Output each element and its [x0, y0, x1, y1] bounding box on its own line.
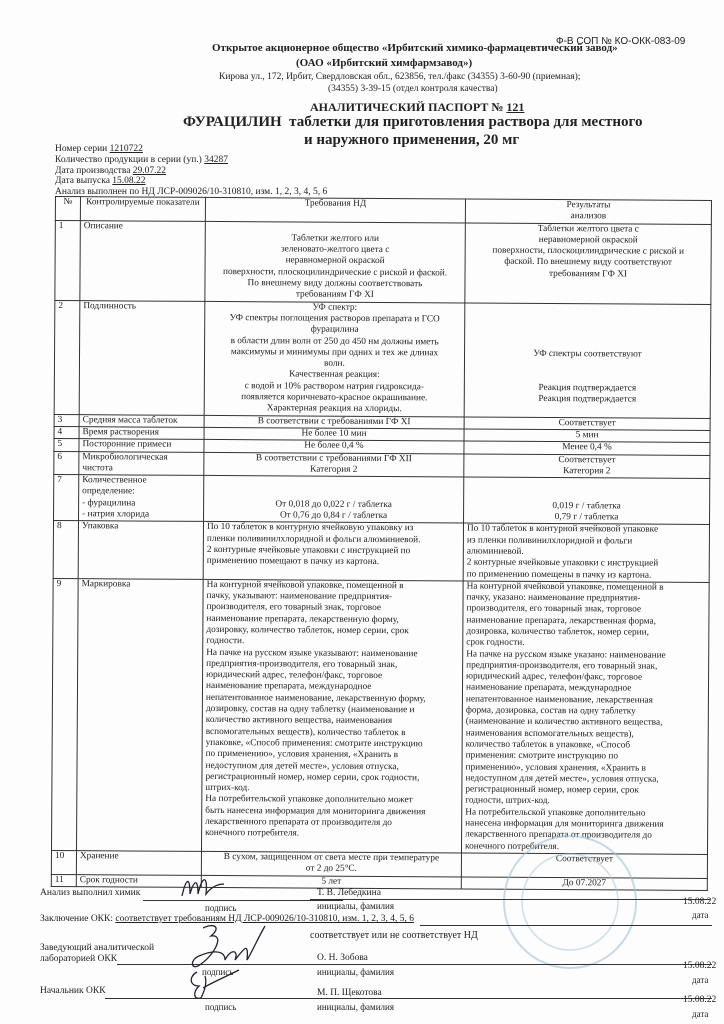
row-number: 2	[54, 300, 80, 414]
company-address: Кирова ул., 172, Ирбит, Свердловская обл., 623856, тел./факс (34355) 3-60-90 (приемная);	[219, 72, 581, 82]
passport-number: 121	[506, 100, 525, 114]
row-indicator: Посторонние примеси	[79, 439, 204, 452]
row-indicator: Количественное определение: - фурацилина - натрия хлорида	[79, 475, 204, 522]
row-requirement: Не более 10 мин	[204, 427, 464, 441]
signature-caption: подпись	[205, 1002, 237, 1012]
row-requirement: От 0,018 до 0,022 г / таблетка От 0,76 до 0,84 г / таблетка	[204, 476, 464, 524]
prod-date-value: 29.07.22	[132, 165, 167, 176]
row-result: УФ спектры соответствуют Реакция подтверждается Реакция подтверждается	[464, 303, 711, 418]
analysis-reference: Анализ выполнен по НД ЛСР-009026/10-310810, изм. 1, 2, 3, 4, 5, 6	[55, 187, 328, 198]
row-requirement: По 10 таблеток в контурную ячейковую упаковку из пленки поливинилхлоридной и фольги алюминиевой. 2 контурные ячейковые упаковки с инструкцией по применению помещают в пачку из картона.	[203, 522, 463, 581]
row-indicator: Микробиологическая чистота	[79, 451, 204, 475]
head-lab-label	[40, 943, 154, 965]
chemist-name: Т. В. Лебедкина	[317, 888, 381, 898]
company-short-name: (ОАО «Ирбитский химфармзавод»)	[296, 57, 473, 69]
row-requirement: В сухом, защищенном от света месте при температуре от 2 до 25°C.	[201, 851, 461, 876]
qty-line	[55, 155, 327, 166]
row-requirement: На контурной ячейковой упаковке, помещенной в пачку, указывают: наименование предприятия- производителя, его товарный знак, торговое наименование препарата, лекарственную форму, дозировку, количество таблеток, номер серии, срок годности. На пачке на русском языке указывают: наименование предприятия-производителя, его товарный знак, юридический адрес, телефон/факс, торговое наименование препарата, международное непатентованное наименование, лекарственную форму, дозировку, состав на одну таблетку (наименование и количество активного вещества, наименования вспомогательных веществ), количество таблеток в упаковке, «Способ применения: смотрите инструкцию по применению», условия хранения, «Хранить в недоступном для детей месте», условия отпуска, регистрационный номер, номер серии, срок годности, штрих-код. На потребительской упаковке дополнительно может быть нанесена информация для мониторинга движения лекарственного препарата от производителя до конечного потребителя.	[201, 579, 463, 853]
release-date-line	[55, 176, 327, 187]
row-number: 5	[54, 439, 79, 451]
head-lab-name: О. Н. Зобова	[317, 953, 368, 963]
release-date-label: Дата выпуска	[55, 176, 110, 187]
table-row	[53, 521, 709, 582]
signature-caption: подпись	[202, 967, 234, 977]
initials-caption: инициалы, фамилия	[317, 1002, 394, 1012]
row-requirement: УФ спектр: УФ спектры поглощения растворов препарата и ГСО фурацилина в области длин волн от 250 до 450 нм должны иметь максимумы и минимумы при одних и тех же длинах волн. Качественная реакция: с водой и 10% раствором натрия гидроксида- появляется коричневато-красное окрашивание. Характерная реакция на хлориды.	[204, 301, 465, 417]
chemist-date: 15.08.22	[683, 897, 717, 907]
head-okk-signature	[183, 968, 243, 1004]
qty-label: Количество продукции в серии (уп.)	[55, 154, 202, 165]
row-indicator: Хранение	[76, 851, 201, 875]
row-requirement: В соответствии с требованиями ГФ XII Категория 2	[204, 452, 464, 477]
row-result: До 07.2027	[461, 877, 707, 891]
table-row	[55, 220, 711, 304]
row-result: Таблетки желтого цвета с неравномерной окраской поверхности, плоскоцилиндрические с риской и фаской. По внешнему виду соответствуют требованиям ГФ XI	[465, 223, 711, 305]
date-caption: дата	[692, 1009, 709, 1019]
row-indicator: Описание	[80, 220, 205, 301]
date-caption: дата	[692, 910, 709, 920]
form-code: Ф-В СОП № КО-ОКК-083-09	[556, 36, 686, 47]
release-date-value: 15.08.22	[112, 176, 146, 187]
series-line	[55, 144, 327, 155]
row-result: Соответствует	[461, 853, 707, 878]
table-row	[54, 300, 711, 418]
conclusion-label: Заключение ОКК:	[40, 914, 113, 924]
product-desc-1: таблетки для приготовления раствора для местного	[289, 114, 643, 130]
row-indicator: Маркировка	[77, 578, 204, 851]
row-number: 7	[54, 475, 79, 521]
row-number: 4	[54, 426, 79, 438]
date-caption: дата	[692, 975, 709, 985]
prod-date-line	[55, 166, 327, 177]
header-results: Результаты анализов	[465, 199, 711, 224]
row-result: Соответствует Категория 2	[464, 454, 710, 479]
row-indicator: Средняя масса таблеток	[79, 414, 204, 427]
row-result: Соответствует	[464, 417, 710, 431]
product-name: ФУРАЦИЛИН	[183, 114, 282, 130]
row-number: 8	[53, 521, 78, 579]
row-indicator: Подлинность	[79, 300, 205, 415]
row-number: 9	[52, 578, 79, 850]
batch-info	[55, 144, 327, 198]
header-indicator: Контролируемые показатели	[80, 197, 205, 221]
row-number: 10	[51, 850, 76, 874]
table-row	[54, 475, 710, 525]
conclusion-text: соответствует требованиям НД ЛСР-009026/10-310810, изм. 1, 2, 3, 4, 5, 6	[115, 914, 414, 924]
row-result: На контурной ячейковой упаковке, помещенной в пачку, указано: наименование предприятия- производителя, его товарный знак, торговое наименование препарата, лекарственная форма, дозировка, количество таблеток, номер серии, срок годности. На пачке на русском языке указано: наименование предприятия-производителя, его товарный знак, юридический адрес, телефон/факс, торговое наименование препарата, международное непатентованное наименование, лекарственная форма, дозировка, состав на одну таблетку (наименование и количество активного вещества, наименования вспомогательных веществ), количество таблеток в упаковке, «Способ применения: смотрите инструкцию по применению», условия хранения, «Хранить в недоступном для детей месте», условия отпуска, регистрационный номер, номер серии, срок годности, штрих-код. На потребительской упаковке дополнительно нанесена информация для мониторинга движения лекарственного препарата от производителя до конечного потребителя.	[461, 581, 709, 855]
head-lab-label-2: лабораторией ОКК	[40, 954, 118, 964]
row-number: 11	[51, 874, 76, 886]
row-number: 3	[54, 414, 79, 426]
head-okk-date: 15.08.22	[683, 995, 717, 1005]
row-requirement: Не более 0,4 %	[204, 440, 464, 454]
table-row	[52, 578, 710, 854]
chemist-signature	[178, 872, 228, 902]
initials-caption: инициалы, фамилия	[317, 967, 394, 977]
prod-date-label: Дата производства	[55, 165, 131, 176]
row-requirement: Таблетки желтого или зеленовато-желтого цвета с неравномерной окраской поверхности, плоскоцилиндрические с риской и фаской. По внешнему виду должны соответствовать требованиям ГФ XI	[205, 221, 465, 303]
row-result: По 10 таблеток в контурной ячейковой упаковке из пленки поливинилхлоридной и фольги алюминиевой. 2 контурные ячейковые упаковки с инструкцией по применению помещены в пачку из картона.	[463, 523, 709, 582]
row-indicator: Упаковка	[78, 521, 203, 579]
results-table	[51, 196, 712, 891]
header-requirements: Требования НД	[205, 197, 465, 222]
company-name: Открытое акционерное общество «Ирбитский химико-фармацевтический завод»	[212, 42, 618, 54]
product-desc-2: и наружного применения, 20 мг	[304, 132, 520, 148]
stamp-seal	[500, 832, 640, 972]
chemist-label: Анализ выполнил химик	[40, 888, 141, 898]
row-result: Менее 0,4 %	[464, 441, 710, 455]
row-requirement: 5 лет	[201, 875, 461, 889]
header-number: №	[55, 197, 80, 221]
passport-title-label: АНАЛИТИЧЕСКИЙ ПАСПОРТ №	[310, 100, 504, 114]
row-result: 0,019 г / таблетка 0,79 г / таблетка	[464, 477, 710, 525]
head-okk-name: М. П. Щекотова	[317, 988, 382, 998]
head-lab-date: 15.08.22	[683, 961, 717, 971]
row-number: 6	[54, 451, 79, 475]
company-phone: (34355) 3-39-15 (отдел контроля качества)	[328, 84, 498, 94]
head-okk-label: Начальник ОКК	[40, 986, 106, 996]
conclusion-hint: соответствует или не соответствует НД	[310, 930, 478, 941]
series-label: Номер серии	[55, 144, 108, 154]
row-number: 1	[55, 220, 80, 300]
row-requirement: В соответствии с требованиями ГФ XI	[204, 415, 464, 429]
initials-caption: инициалы, фамилия	[317, 901, 394, 911]
series-value: 1210722	[109, 144, 143, 154]
product-title	[183, 114, 642, 131]
row-result: 5 мин	[464, 429, 710, 443]
qty-value: 34287	[204, 154, 228, 165]
head-lab-label-1: Заведующий аналитической	[40, 943, 155, 953]
row-indicator: Срок годности	[76, 874, 201, 887]
passport-title	[310, 100, 524, 115]
signature-caption: подпись	[205, 903, 237, 913]
row-indicator: Время растворения	[79, 427, 204, 440]
